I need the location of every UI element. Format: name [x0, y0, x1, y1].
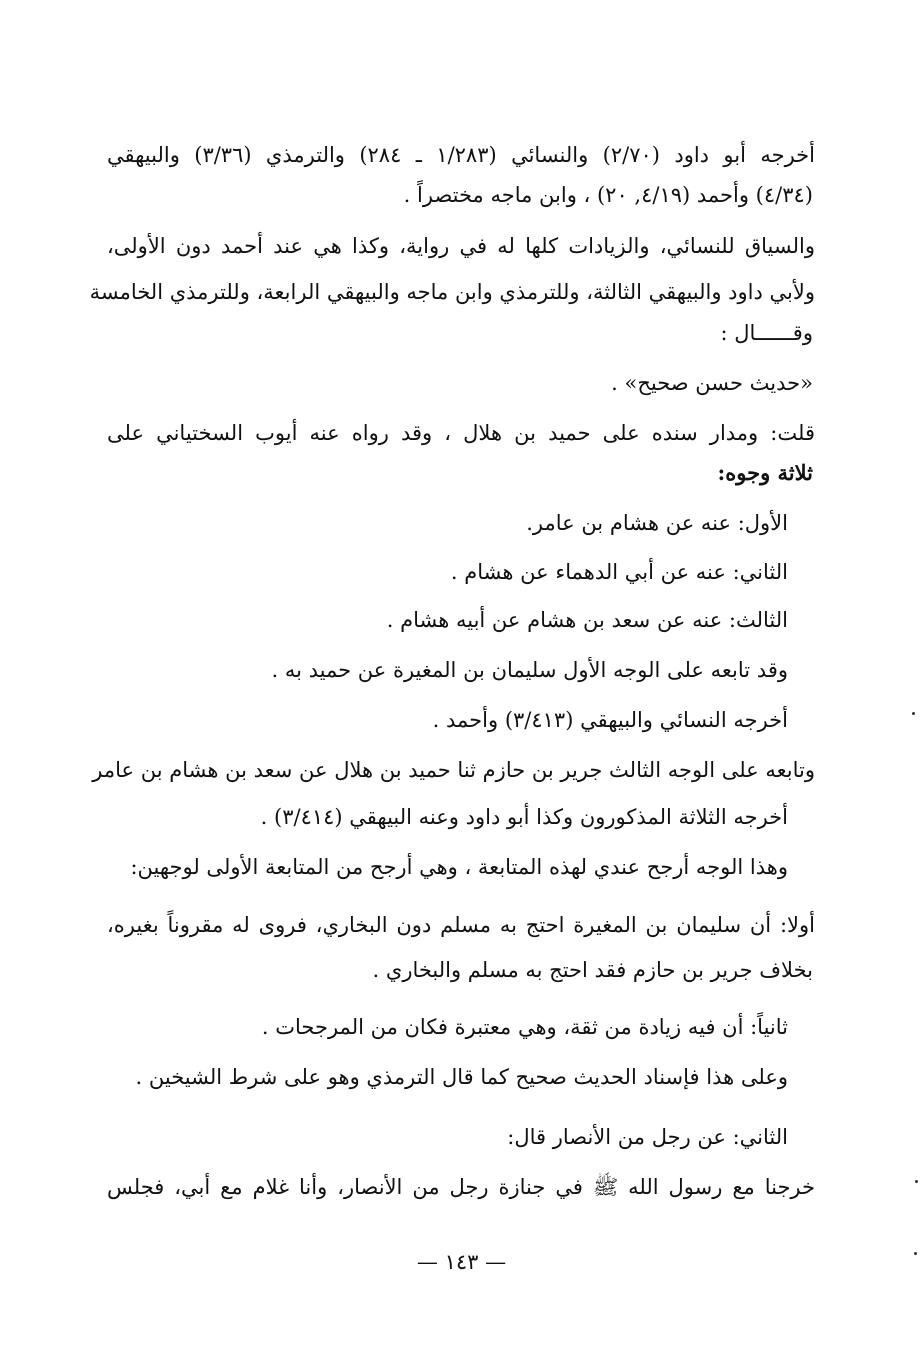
list-item: الأول: عنه عن هشام بن عامر. — [526, 511, 788, 535]
quote-line: «حديث حسن صحيح» . — [611, 371, 813, 395]
text-line: وقد تابعه على الوجه الأول سليمان بن المغيرة عن حميد به . — [271, 658, 788, 682]
text-line: وعلى هذا فإسناد الحديث صحيح كما قال الترمذي وهو على شرط الشيخين . — [135, 1065, 788, 1089]
text-line: ثانياً: أن فيه زيادة من ثقة، وهي معتبرة فكان من المرجحات . — [261, 1015, 788, 1039]
text-line: والسياق للنسائي، والزيادات كلها له في رواية، وكذا هي عند أحمد دون الأولى، — [107, 234, 815, 258]
text-line: أخرجه الثلاثة المذكورون وكذا أبو داود وعنه البيهقي (٣/٤١٤) . — [260, 805, 788, 829]
text-line: أولا: أن سليمان بن المغيرة احتج به مسلم دون البخاري، فروى له مقروناً بغيره، — [107, 913, 815, 937]
text-line: أخرجه النسائي والبيهقي (٣/٤١٣) وأحمد . — [432, 708, 788, 732]
text-line: (٤/٣٤) وأحمد (٤/١٩, ٢٠) ، وابن ماجه مختصراً . — [403, 183, 813, 207]
text-line: قلت: ومدار سنده على حميد بن هلال ، وقد رواه عنه أيوب السختياني على — [107, 421, 815, 445]
scan-speck — [914, 1252, 917, 1255]
section-heading: ثلاثة وجوه: — [717, 460, 813, 485]
text-line: خرجنا مع رسول الله ﷺ في جنازة رجل من الأنصار، وأنا غلام مع أبي، فجلس — [107, 1175, 815, 1199]
text-line: أخرجه أبو داود (٢/٧٠) والنسائي (١/٢٨٣ ـ ٢٨٤) والترمذي (٣/٣٦) والبيهقي — [107, 143, 815, 167]
text-line: وهذا الوجه أرجح عندي لهذه المتابعة ، وهي أرجح من المتابعة الأولى لوجهين: — [130, 855, 788, 879]
page-number: — ١٤٣ — — [416, 1250, 507, 1274]
text-line: وقــــــال : — [720, 321, 813, 345]
list-item: الثالث: عنه عن سعد بن هشام عن أبيه هشام . — [386, 608, 788, 632]
scan-speck — [915, 1180, 918, 1183]
text-line: وتابعه على الوجه الثالث جرير بن حازم ثنا حميد بن هلال عن سعد بن هشام بن عامر — [92, 758, 815, 782]
list-item: الثاني: عنه عن أبي الدهماء عن هشام . — [450, 560, 788, 584]
section-heading: الثاني: عن رجل من الأنصار قال: — [507, 1125, 788, 1149]
scan-speck — [912, 712, 915, 715]
text-line: بخلاف جرير بن حازم فقد احتج به مسلم والبخاري . — [372, 958, 813, 982]
text-line: ولأبي داود والبيهقي الثالثة، وللترمذي وابن ماجه والبيهقي الرابعة، وللترمذي الخامسة — [89, 280, 815, 304]
